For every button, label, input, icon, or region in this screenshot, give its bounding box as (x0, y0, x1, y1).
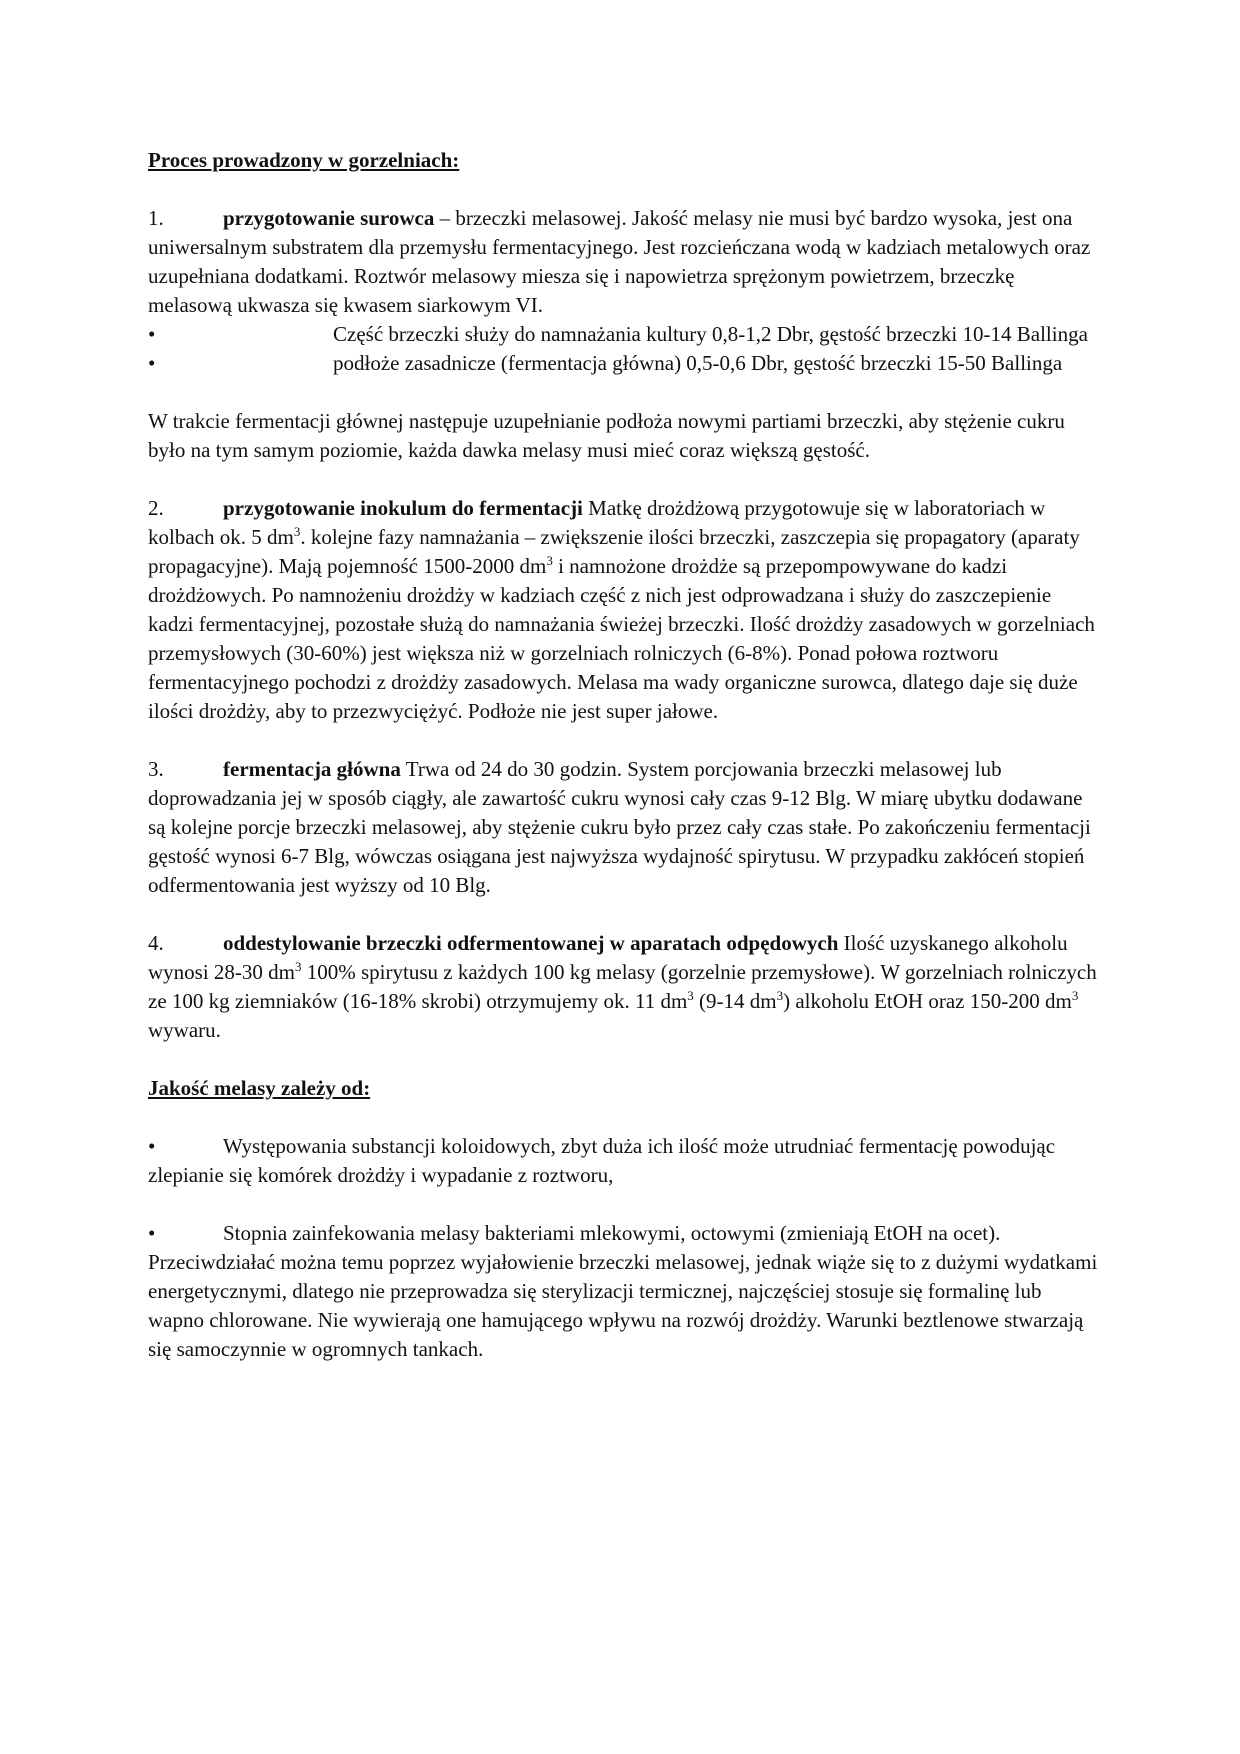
step-text: . kolejne fazy namnażania – zwiększenie ilości brzeczki, zaszczepia się propagatory (aparaty propagacyjne). Mają pojemność 1500-2000 dm (148, 525, 1080, 578)
step-title: fermentacja główna (223, 757, 401, 781)
step-text: wywaru. (148, 1018, 221, 1042)
step-title: przygotowanie surowca (223, 206, 435, 230)
bullet-text: podłoże zasadnicze (fermentacja główna) 0,5-0,6 Dbr, gęstość brzeczki 15-50 Ballinga (333, 351, 1063, 375)
superscript: 3 (1071, 988, 1079, 1003)
step-text: Matkę drożdżową przygotowuje się w laboratoriach w kolbach ok. 5 dm (148, 496, 1046, 549)
section-heading-process: Proces prowadzony w gorzelniach: (148, 148, 460, 172)
step-text: (9-14 dm (693, 989, 777, 1013)
bullet-item (148, 349, 1098, 378)
bullet-icon: • (148, 351, 156, 375)
paragraph-main-fermentation: W trakcie fermentacji głównej następuje uzupełnianie podłoża nowymi partiami brzeczki, aby stężenie cukru było na tym samym poziomie, każda dawka melasy musi mieć coraz większą gęstość. (148, 409, 1065, 462)
step-1 (148, 204, 1098, 320)
bullet-text: Występowania substancji koloidowych, zbyt duża ich ilość może utrudniać fermentację powodując zlepianie się komórek drożdży i wypadanie z roztworu, (148, 1134, 1056, 1187)
step-text: ) alkoholu EtOH oraz 150-200 dm (783, 989, 1072, 1013)
bullet-item (148, 1132, 1098, 1190)
bullet-icon: • (148, 1221, 156, 1245)
step-3 (148, 755, 1098, 900)
superscript: 3 (546, 553, 553, 568)
step-title: oddestylowanie brzeczki odfermentowanej w aparatach odpędowych (223, 931, 839, 955)
superscript: 3 (687, 988, 694, 1003)
step-text: Trwa od 24 do 30 godzin. System porcjowania brzeczki melasowej lub doprowadzania jej w sposób ciągły, ale zawartość cukru wynosi cały czas 9-12 Blg. W miarę ubytku dodawane są kolejne porcje brzeczki melasowej, aby stężenie cukru było przez cały czas stałe. Po zakończeniu fermentacji gęstość wynosi 6-7 Blg, wówczas osiągana jest najwyższa wydajność spirytusu. W przypadku zakłóceń stopień odfermentowania jest wyższy od 10 Blg. (148, 757, 1091, 897)
section-heading-quality: Jakość melasy zależy od: (148, 1076, 371, 1100)
superscript: 3 (293, 524, 301, 539)
step-number: 3. (148, 757, 164, 781)
step-text: i namnożone drożdże są przepompowywane do kadzi drożdżowych. Po namnożeniu drożdży w kadziach część z nich jest odprowadzana i służy do zaszczepienie kadzi fermentacyjnej, pozostałe służą do namnażania świeżej brzeczki. Ilość drożdży zasadowych w gorzelniach przemysłowych (30-60%) jest większa niż w gorzelniach rolniczych (6-8%). Ponad połowa roztworu fermentacyjnego pochodzi z drożdży zasadowych. Melasa ma wady organiczne surowca, dlatego daje się duże ilości drożdży, aby to przezwyciężyć. Podłoże nie jest super jałowe. (148, 554, 1095, 723)
superscript: 3 (295, 959, 302, 974)
step-number: 4. (148, 931, 164, 955)
bullet-item (148, 320, 1098, 349)
step-text: – brzeczki melasowej. Jakość melasy nie musi być bardzo wysoka, jest ona uniwersalnym substratem dla przemysłu fermentacyjnego. Jest rozcieńczana wodą w kadziach metalowych oraz uzupełniana dodatkami. Roztwór melasowy miesza się i napowietrza sprężonym powietrzem, brzeczkę melasową ukwasza się kwasem siarkowym VI. (148, 206, 1091, 317)
step-text: 100% spirytusu z każdych 100 kg melasy (gorzelnie przemysłowe). W gorzelniach rolniczych ze 100 kg ziemniaków (16-18% skrobi) otrzymujemy ok. 11 dm (148, 960, 1097, 1013)
step-2 (148, 494, 1098, 726)
bullet-icon: • (148, 322, 156, 346)
step-text: Ilość uzyskanego alkoholu wynosi 28-30 dm (148, 931, 1068, 984)
step-number: 2. (148, 496, 164, 520)
step-number: 1. (148, 206, 164, 230)
document-body (148, 146, 1098, 1364)
bullet-text: Część brzeczki służy do namnażania kultury 0,8-1,2 Dbr, gęstość brzeczki 10-14 Ballinga (333, 322, 1088, 346)
step-title: przygotowanie inokulum do fermentacji (223, 496, 583, 520)
bullet-item (148, 1219, 1098, 1364)
bullet-icon: • (148, 1134, 156, 1158)
bullet-text: Stopnia zainfekowania melasy bakteriami mlekowymi, octowymi (zmieniają EtOH na ocet). Przeciwdziałać można temu poprzez wyjałowienie brzeczki melasowej, jednak wiąże się to z dużymi wydatkami energetycznymi, dlatego nie przeprowadza się sterylizacji termicznej, najczęściej stosuje się formalinę lub wapno chlorowane. Nie wywierają one hamującego wpływu na rozwój drożdży. Warunki beztlenowe stwarzają się samoczynnie w ogromnych tankach. (148, 1221, 1098, 1361)
step-4 (148, 929, 1098, 1045)
superscript: 3 (776, 988, 784, 1003)
